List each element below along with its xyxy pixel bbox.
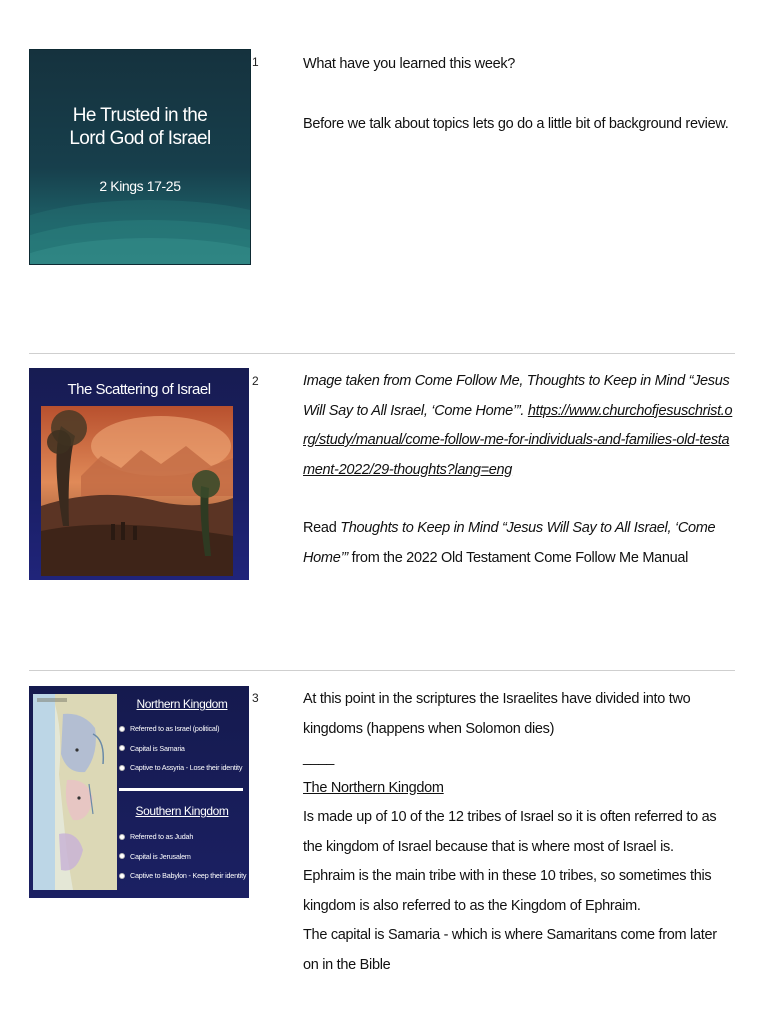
bullet-item: Referred to as Israel (political) [119,719,247,739]
bullet-icon [119,834,125,840]
notes-paragraph [303,514,733,573]
bullet-item: Captive to Babylon - Keep their identity [119,866,247,886]
notes-rule: ____ [303,750,335,766]
bullet-item: Capital is Samaria [119,739,247,759]
section-divider [29,670,735,671]
slide-3-thumbnail [29,686,249,898]
notes-paragraph: The capital is Samaria - which is where Samaritans come from later on in the Bible [303,927,717,973]
kingdom-separator [119,788,243,791]
slide-1-notes [303,50,733,139]
section-divider [29,353,735,354]
bullet-item: Captive to Assyria - Lose their identity [119,758,247,778]
notes-paragraph [303,367,733,485]
read-prefix: Read [303,520,341,536]
image-citation: Image taken from Come Follow Me, Thoughts to Keep in Mind “Jesus Will Say to All Israel, ‘Come Home’”. [303,373,730,419]
slide-3-notes [303,685,733,980]
southern-kingdom-bullets [119,827,247,886]
slide-2-thumbnail [29,368,249,580]
notes-paragraph: Is made up of 10 of the 12 tribes of Israel so it is often referred to as the kingdom of Israel because that is where most of Israel is. [303,809,717,855]
northern-kingdom-heading: Northern Kingdom [136,697,228,711]
bullet-icon [119,765,125,771]
burning-city-image [41,406,233,576]
slide-3-number: 3 [252,691,259,705]
notes-paragraph: Ephraim is the main tribe with in these 10 tribes, so sometimes this kingdom is also referred to as the Kingdom of Ephraim. [303,868,712,914]
slide-2-title: The Scattering of Israel [67,381,211,398]
notes-paragraph: At this point in the scriptures the Israelites have divided into two kingdoms (happens when Solomon dies) [303,691,691,737]
notes-paragraph: Before we talk about topics lets go do a little bit of background review. [303,115,729,132]
bullet-icon [119,853,125,859]
bullet-icon [119,745,125,751]
slide-2-number: 2 [252,374,259,388]
slide-1-title: He Trusted in the Lord God of Israel [69,105,211,149]
bullet-icon [119,726,125,732]
slide-1-subtitle: 2 Kings 17-25 [99,178,181,194]
bullet-item: Capital is Jerusalem [119,847,247,867]
northern-kingdom-note-heading: The Northern Kingdom [303,779,444,796]
notes-paragraph: What have you learned this week? [303,56,516,72]
southern-kingdom-heading: Southern Kingdom [135,804,229,818]
source-link[interactable]: https://www.churchofjesuschrist.org/study/manual/come-follow-me-for-individuals-and-families-old-testament-2022/29-thoughts?lang=eng [303,402,733,478]
bullet-item: Referred to as Judah [119,827,247,847]
northern-kingdom-bullets [119,719,247,778]
slide-2-notes [303,367,733,573]
bullet-icon [119,873,125,879]
read-title: Thoughts to Keep in Mind “Jesus Will Say to All Israel, ‘Come Home’” [303,520,716,566]
slide-1-thumbnail [29,49,251,265]
slide-1-number: 1 [252,55,259,69]
read-suffix: from the 2022 Old Testament Come Follow Me Manual [347,549,689,566]
kingdoms-map-image [33,694,117,890]
